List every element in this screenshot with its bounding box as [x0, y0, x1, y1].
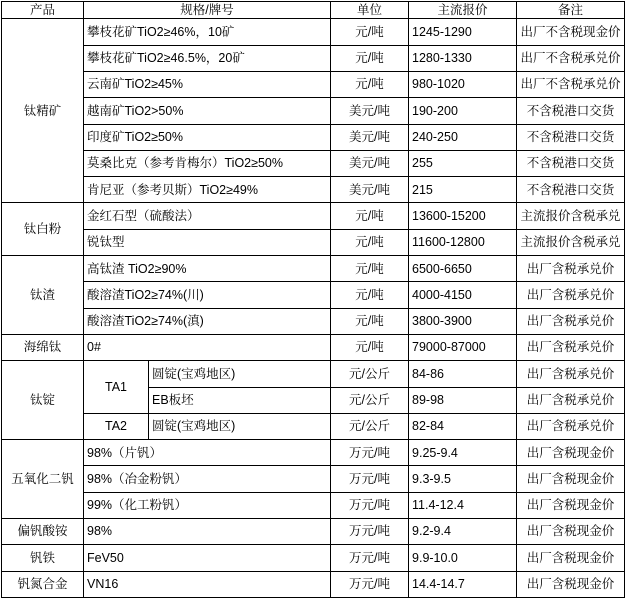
product-group-label: 钛白粉 — [2, 203, 84, 256]
table-row — [2, 150, 625, 176]
unit-label: 元/公斤 — [331, 387, 409, 413]
spec-label: 98%（冶金粉钒） — [84, 466, 331, 492]
price-value: 82-84 — [409, 413, 517, 439]
spec-label: 酸溶渣TiO2≥74%(滇) — [84, 308, 331, 334]
note-label: 不含税港口交货 — [517, 177, 625, 203]
price-value: 11600-12800 — [409, 229, 517, 255]
table-row — [2, 229, 625, 255]
table-row — [2, 282, 625, 308]
spec-label: VN16 — [84, 571, 331, 597]
price-value: 13600-15200 — [409, 203, 517, 229]
table-body — [2, 19, 625, 598]
spec-label: FeV50 — [84, 545, 331, 571]
price-value: 11.4-12.4 — [409, 492, 517, 518]
price-value: 3800-3900 — [409, 308, 517, 334]
spec-label: 98% — [84, 519, 331, 545]
price-value: 14.4-14.7 — [409, 571, 517, 597]
unit-label: 元/吨 — [331, 203, 409, 229]
note-label: 出厂含税承兑价 — [517, 282, 625, 308]
spec-label: 锐钛型 — [84, 229, 331, 255]
product-group-label: 偏钒酸铵 — [2, 519, 84, 545]
product-group-label: 钛渣 — [2, 256, 84, 335]
grade-label: TA2 — [84, 413, 149, 439]
spec-label: 印度矿TiO2≥50% — [84, 124, 331, 150]
table-row — [2, 492, 625, 518]
note-label: 出厂含税承兑价 — [517, 308, 625, 334]
column-header-product: 产品 — [2, 2, 84, 19]
table-row — [2, 308, 625, 334]
note-label: 出厂含税现金价 — [517, 492, 625, 518]
price-value: 6500-6650 — [409, 256, 517, 282]
price-table — [1, 1, 625, 598]
price-value: 1245-1290 — [409, 19, 517, 45]
table-row — [2, 45, 625, 71]
unit-label: 元/吨 — [331, 229, 409, 255]
table-row — [2, 571, 625, 597]
price-value: 1280-1330 — [409, 45, 517, 71]
spec-label: 圆锭(宝鸡地区) — [149, 361, 331, 387]
price-value: 255 — [409, 150, 517, 176]
table-row — [2, 19, 625, 45]
unit-label: 元/公斤 — [331, 413, 409, 439]
unit-label: 万元/吨 — [331, 440, 409, 466]
column-header-unit: 单位 — [331, 2, 409, 19]
product-group-label: 钒氮合金 — [2, 571, 84, 597]
product-group-label: 五氧化二钒 — [2, 440, 84, 519]
table-row — [2, 203, 625, 229]
spec-label: 莫桑比克（参考肯梅尔）TiO2≥50% — [84, 150, 331, 176]
product-group-label: 钛锭 — [2, 361, 84, 440]
price-value: 980-1020 — [409, 71, 517, 97]
unit-label: 元/吨 — [331, 71, 409, 97]
spec-label: 高钛渣 TiO2≥90% — [84, 256, 331, 282]
unit-label: 万元/吨 — [331, 466, 409, 492]
product-group-label: 钛精矿 — [2, 19, 84, 203]
price-value: 89-98 — [409, 387, 517, 413]
table-row — [2, 413, 625, 439]
spec-label: 98%（片钒） — [84, 440, 331, 466]
note-label: 出厂含税现金价 — [517, 519, 625, 545]
table-row — [2, 71, 625, 97]
price-value: 9.3-9.5 — [409, 466, 517, 492]
note-label: 不含税港口交货 — [517, 124, 625, 150]
unit-label: 美元/吨 — [331, 150, 409, 176]
column-header-spec: 规格/牌号 — [84, 2, 331, 19]
unit-label: 美元/吨 — [331, 177, 409, 203]
price-value: 84-86 — [409, 361, 517, 387]
note-label: 出厂含税现金价 — [517, 571, 625, 597]
price-value: 9.9-10.0 — [409, 545, 517, 571]
table-header-row — [2, 2, 625, 19]
price-value: 9.2-9.4 — [409, 519, 517, 545]
note-label: 出厂含税承兑价 — [517, 413, 625, 439]
product-group-label: 海绵钛 — [2, 334, 84, 360]
note-label: 出厂含税承兑价 — [517, 334, 625, 360]
note-label: 出厂不含税承兑价 — [517, 71, 625, 97]
table-row — [2, 124, 625, 150]
table-row — [2, 256, 625, 282]
spec-label: 攀枝花矿TiO2≥46%，10矿 — [84, 19, 331, 45]
spec-label: 99%（化工粉钒） — [84, 492, 331, 518]
unit-label: 元/公斤 — [331, 361, 409, 387]
spec-label: 0# — [84, 334, 331, 360]
unit-label: 万元/吨 — [331, 571, 409, 597]
unit-label: 美元/吨 — [331, 124, 409, 150]
spec-label: 金红石型（硫酸法） — [84, 203, 331, 229]
note-label: 出厂不含税承兑价 — [517, 45, 625, 71]
table-row — [2, 177, 625, 203]
spec-label: 攀枝花矿TiO2≥46.5%，20矿 — [84, 45, 331, 71]
spec-label: 圆锭(宝鸡地区) — [149, 413, 331, 439]
note-label: 出厂含税现金价 — [517, 440, 625, 466]
spec-label: 肯尼亚（参考贝斯）TiO2≥49% — [84, 177, 331, 203]
grade-label: TA1 — [84, 361, 149, 414]
product-group-label: 钒铁 — [2, 545, 84, 571]
note-label: 出厂不含税现金价 — [517, 19, 625, 45]
price-value: 215 — [409, 177, 517, 203]
table-row — [2, 466, 625, 492]
note-label: 出厂含税现金价 — [517, 466, 625, 492]
note-label: 主流报价含税承兑 — [517, 203, 625, 229]
price-value: 240-250 — [409, 124, 517, 150]
note-label: 出厂含税承兑价 — [517, 387, 625, 413]
unit-label: 万元/吨 — [331, 492, 409, 518]
spec-label: 酸溶渣TiO2≥74%(川) — [84, 282, 331, 308]
note-label: 不含税港口交货 — [517, 98, 625, 124]
unit-label: 元/吨 — [331, 45, 409, 71]
unit-label: 元/吨 — [331, 334, 409, 360]
note-label: 主流报价含税承兑 — [517, 229, 625, 255]
price-value: 9.25-9.4 — [409, 440, 517, 466]
note-label: 出厂含税承兑价 — [517, 361, 625, 387]
column-header-price: 主流报价 — [409, 2, 517, 19]
table-row — [2, 361, 625, 387]
note-label: 出厂含税现金价 — [517, 545, 625, 571]
unit-label: 万元/吨 — [331, 545, 409, 571]
price-value: 79000-87000 — [409, 334, 517, 360]
unit-label: 美元/吨 — [331, 98, 409, 124]
table-row — [2, 519, 625, 545]
spec-label: 云南矿TiO2≥45% — [84, 71, 331, 97]
unit-label: 元/吨 — [331, 256, 409, 282]
price-value: 4000-4150 — [409, 282, 517, 308]
spec-label: 越南矿TiO2>50% — [84, 98, 331, 124]
table-header — [2, 2, 625, 19]
table-row — [2, 334, 625, 360]
price-value: 190-200 — [409, 98, 517, 124]
table-row — [2, 98, 625, 124]
spec-label: EB板坯 — [149, 387, 331, 413]
note-label: 不含税港口交货 — [517, 150, 625, 176]
note-label: 出厂含税承兑价 — [517, 256, 625, 282]
unit-label: 元/吨 — [331, 19, 409, 45]
table-row — [2, 545, 625, 571]
column-header-note: 备注 — [517, 2, 625, 19]
table-row — [2, 440, 625, 466]
unit-label: 元/吨 — [331, 282, 409, 308]
unit-label: 万元/吨 — [331, 519, 409, 545]
unit-label: 元/吨 — [331, 308, 409, 334]
